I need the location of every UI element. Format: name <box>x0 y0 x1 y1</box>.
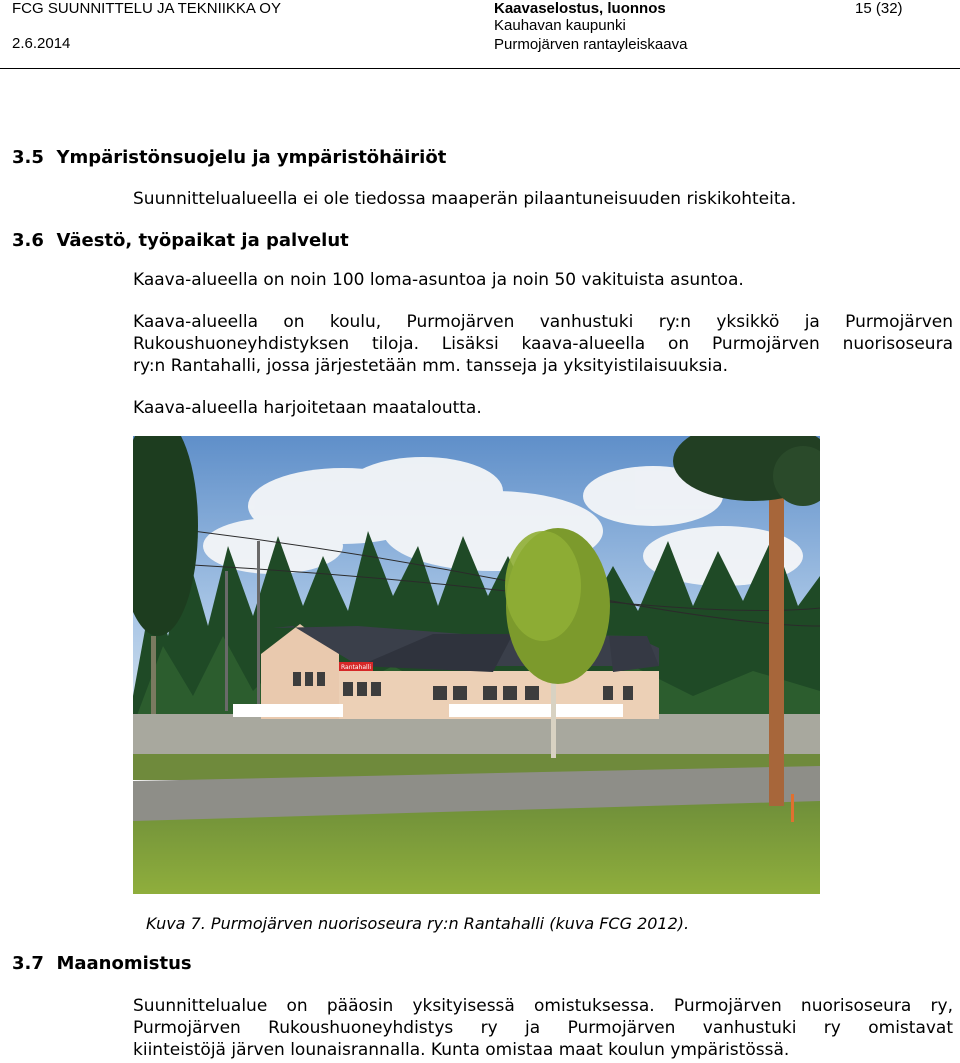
heading-title: Maanomistus <box>56 953 192 974</box>
header-rule <box>0 68 960 69</box>
photo-rantahalli <box>133 436 820 894</box>
heading-3-5 <box>12 147 446 169</box>
header-date: 2.6.2014 <box>12 35 71 52</box>
heading-number: 3.7 <box>12 953 44 974</box>
heading-number: 3.5 <box>12 147 44 168</box>
header-doc-title: Kaavaselostus, luonnos <box>494 0 666 17</box>
header-plan-name: Purmojärven rantayleiskaava <box>494 36 688 53</box>
heading-title: Ympäristönsuojelu ja ympäristöhäiriöt <box>56 147 447 168</box>
paragraph-line: Kaava-alueella on koulu, Purmojärven vanhustuki ry:n yksikkö ja Purmojärven <box>133 312 953 332</box>
building-sign-text: Rantahalli <box>340 664 372 671</box>
paragraph-3-6-2 <box>133 311 953 377</box>
paragraph-3-6-1: Kaava-alueella on noin 100 loma-asuntoa ja noin 50 vakituista asuntoa. <box>133 270 744 290</box>
paragraph-3-7 <box>133 995 953 1061</box>
paragraph-3-6-3: Kaava-alueella harjoitetaan maataloutta. <box>133 398 482 418</box>
paragraph-line: kiinteistöjä järven lounaisrannalla. Kunta omistaa maat koulun ympäristössä. <box>133 1040 790 1060</box>
heading-title: Väestö, työpaikat ja palvelut <box>56 230 349 251</box>
paragraph-line: Suunnittelualue on pääosin yksityisessä omistuksessa. Purmojärven nuorisoseura ry, <box>133 996 953 1016</box>
paragraph-line: Rukoushuoneyhdistyksen tiloja. Lisäksi kaava-alueella on Purmojärven nuorisoseura <box>133 334 953 354</box>
header-page-number: 15 (32) <box>855 0 903 17</box>
heading-3-7 <box>12 953 192 975</box>
figure-caption: Kuva 7. Purmojärven nuorisoseura ry:n Rantahalli (kuva FCG 2012). <box>146 914 690 933</box>
header-municipality: Kauhavan kaupunki <box>494 17 626 34</box>
heading-number: 3.6 <box>12 230 44 251</box>
header-org: FCG SUUNNITTELU JA TEKNIIKKA OY <box>12 0 281 17</box>
paragraph-3-5: Suunnittelualueella ei ole tiedossa maaperän pilaantuneisuuden riskikohteita. <box>133 189 797 209</box>
heading-3-6 <box>12 230 349 252</box>
paragraph-line: ry:n Rantahalli, jossa järjestetään mm. tansseja ja yksityistilaisuuksia. <box>133 356 728 376</box>
paragraph-line: Purmojärven Rukoushuoneyhdistys ry ja Purmojärven vanhustuki ry omistavat <box>133 1018 953 1038</box>
